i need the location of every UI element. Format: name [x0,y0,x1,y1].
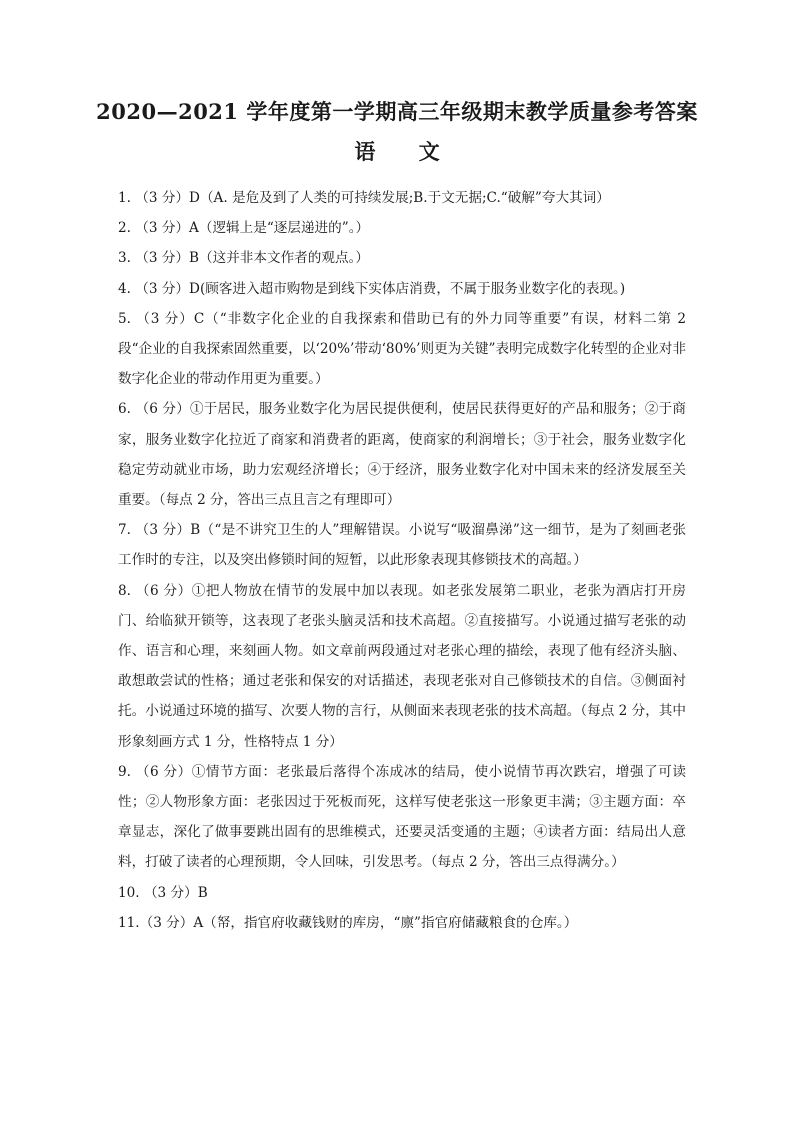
document-title: 2020—2021 学年度第一学期高三年级期末教学质量参考答案 [96,99,698,124]
answer-item-3: 3. （3 分）B（这并非本文作者的观点。） [118,250,369,267]
answer-item-8: 8. （6 分）①把人物放在情节的发展中加以表现。如老张发展第二职业，老张为酒店打开房门、给临狱开锁等，这表现了老张头脑灵活和技术高超。②直接描写。小说通过描写老张的动作、语言和心理，来刻画人物。如文章前两段通过对老张心理的描绘，表现了他有经济头脑、敢想敢尝试的性格；通过老张和保安的对话描述，表现老张对自己修锁技术的自信。③侧面衬托。小说通过环境的描写、次要人物的言行，从侧面来表现老张的技术高超。（每点 2 分，其中形象刻画方式 1 分，性格特点 1 分） [118,582,686,750]
answer-item-7: 7. （3 分）B（“是不讲究卫生的人”理解错误。小说写“吸溜鼻涕”这一细节，是为了刻画老张工作时的专注，以及突出修锁时间的短暂，以此形象表现其修锁技术的高超。） [118,522,686,569]
answer-item-2: 2. （3 分）A（逻辑上是“逐层递进的”。） [118,220,370,237]
answer-item-11: 11.（3 分）A（帑，指官府收藏钱财的库房，“廪”指官府储藏粮食的仓库。） [118,914,578,931]
answer-item-6: 6. （6 分）①于居民，服务业数字化为居民提供便利，使居民获得更好的产品和服务；②于商家，服务业数字化拉近了商家和消费者的距离，使商家的利润增长；③于社会，服务业数字化稳定劳动就业市场，助力宏观经济增长；④于经济，服务业数字化对中国未来的经济发展至关重要。（每点 2 分，答出三点且言之有理即可） [118,401,686,509]
answer-item-1: 1. （3 分）D（A. 是危及到了人类的可持续发展;B.于文无据;C.“破解”夸大其词） [118,190,610,206]
answer-item-9: 9. （6 分）①情节方面：老张最后落得个冻成冰的结局，使小说情节再次跌宕，增强了可读性；②人物形象方面：老张因过于死板而死，这样写使老张这一形象更丰满；③主题方面：卒章显志，深化了做事要跳出固有的思维模式，还要灵活变通的主题；④读者方面：结局出人意料，打破了读者的心理预期，令人回味，引发思考。（每点 2 分，答出三点得满分。） [118,763,686,871]
subject-heading: 语 文 [354,139,458,164]
answer-item-4: 4. （3 分）D(顾客进入超市购物是到线下实体店消费，不属于服务业数字化的表现。) [118,280,626,297]
answer-list [118,183,686,938]
answer-item-5: 5. （3 分）C（“非数字化企业的自我探索和借助已有的外力同等重要”有误，材料二第 2 段“企业的自我探索固然重要，以‘20%’带动‘80%’则更为关键”表明完成数字化转型的企业对非数字化企业的带动作用更为重要。） [118,310,686,388]
answer-item-10: 10. （3 分）B [118,884,208,901]
